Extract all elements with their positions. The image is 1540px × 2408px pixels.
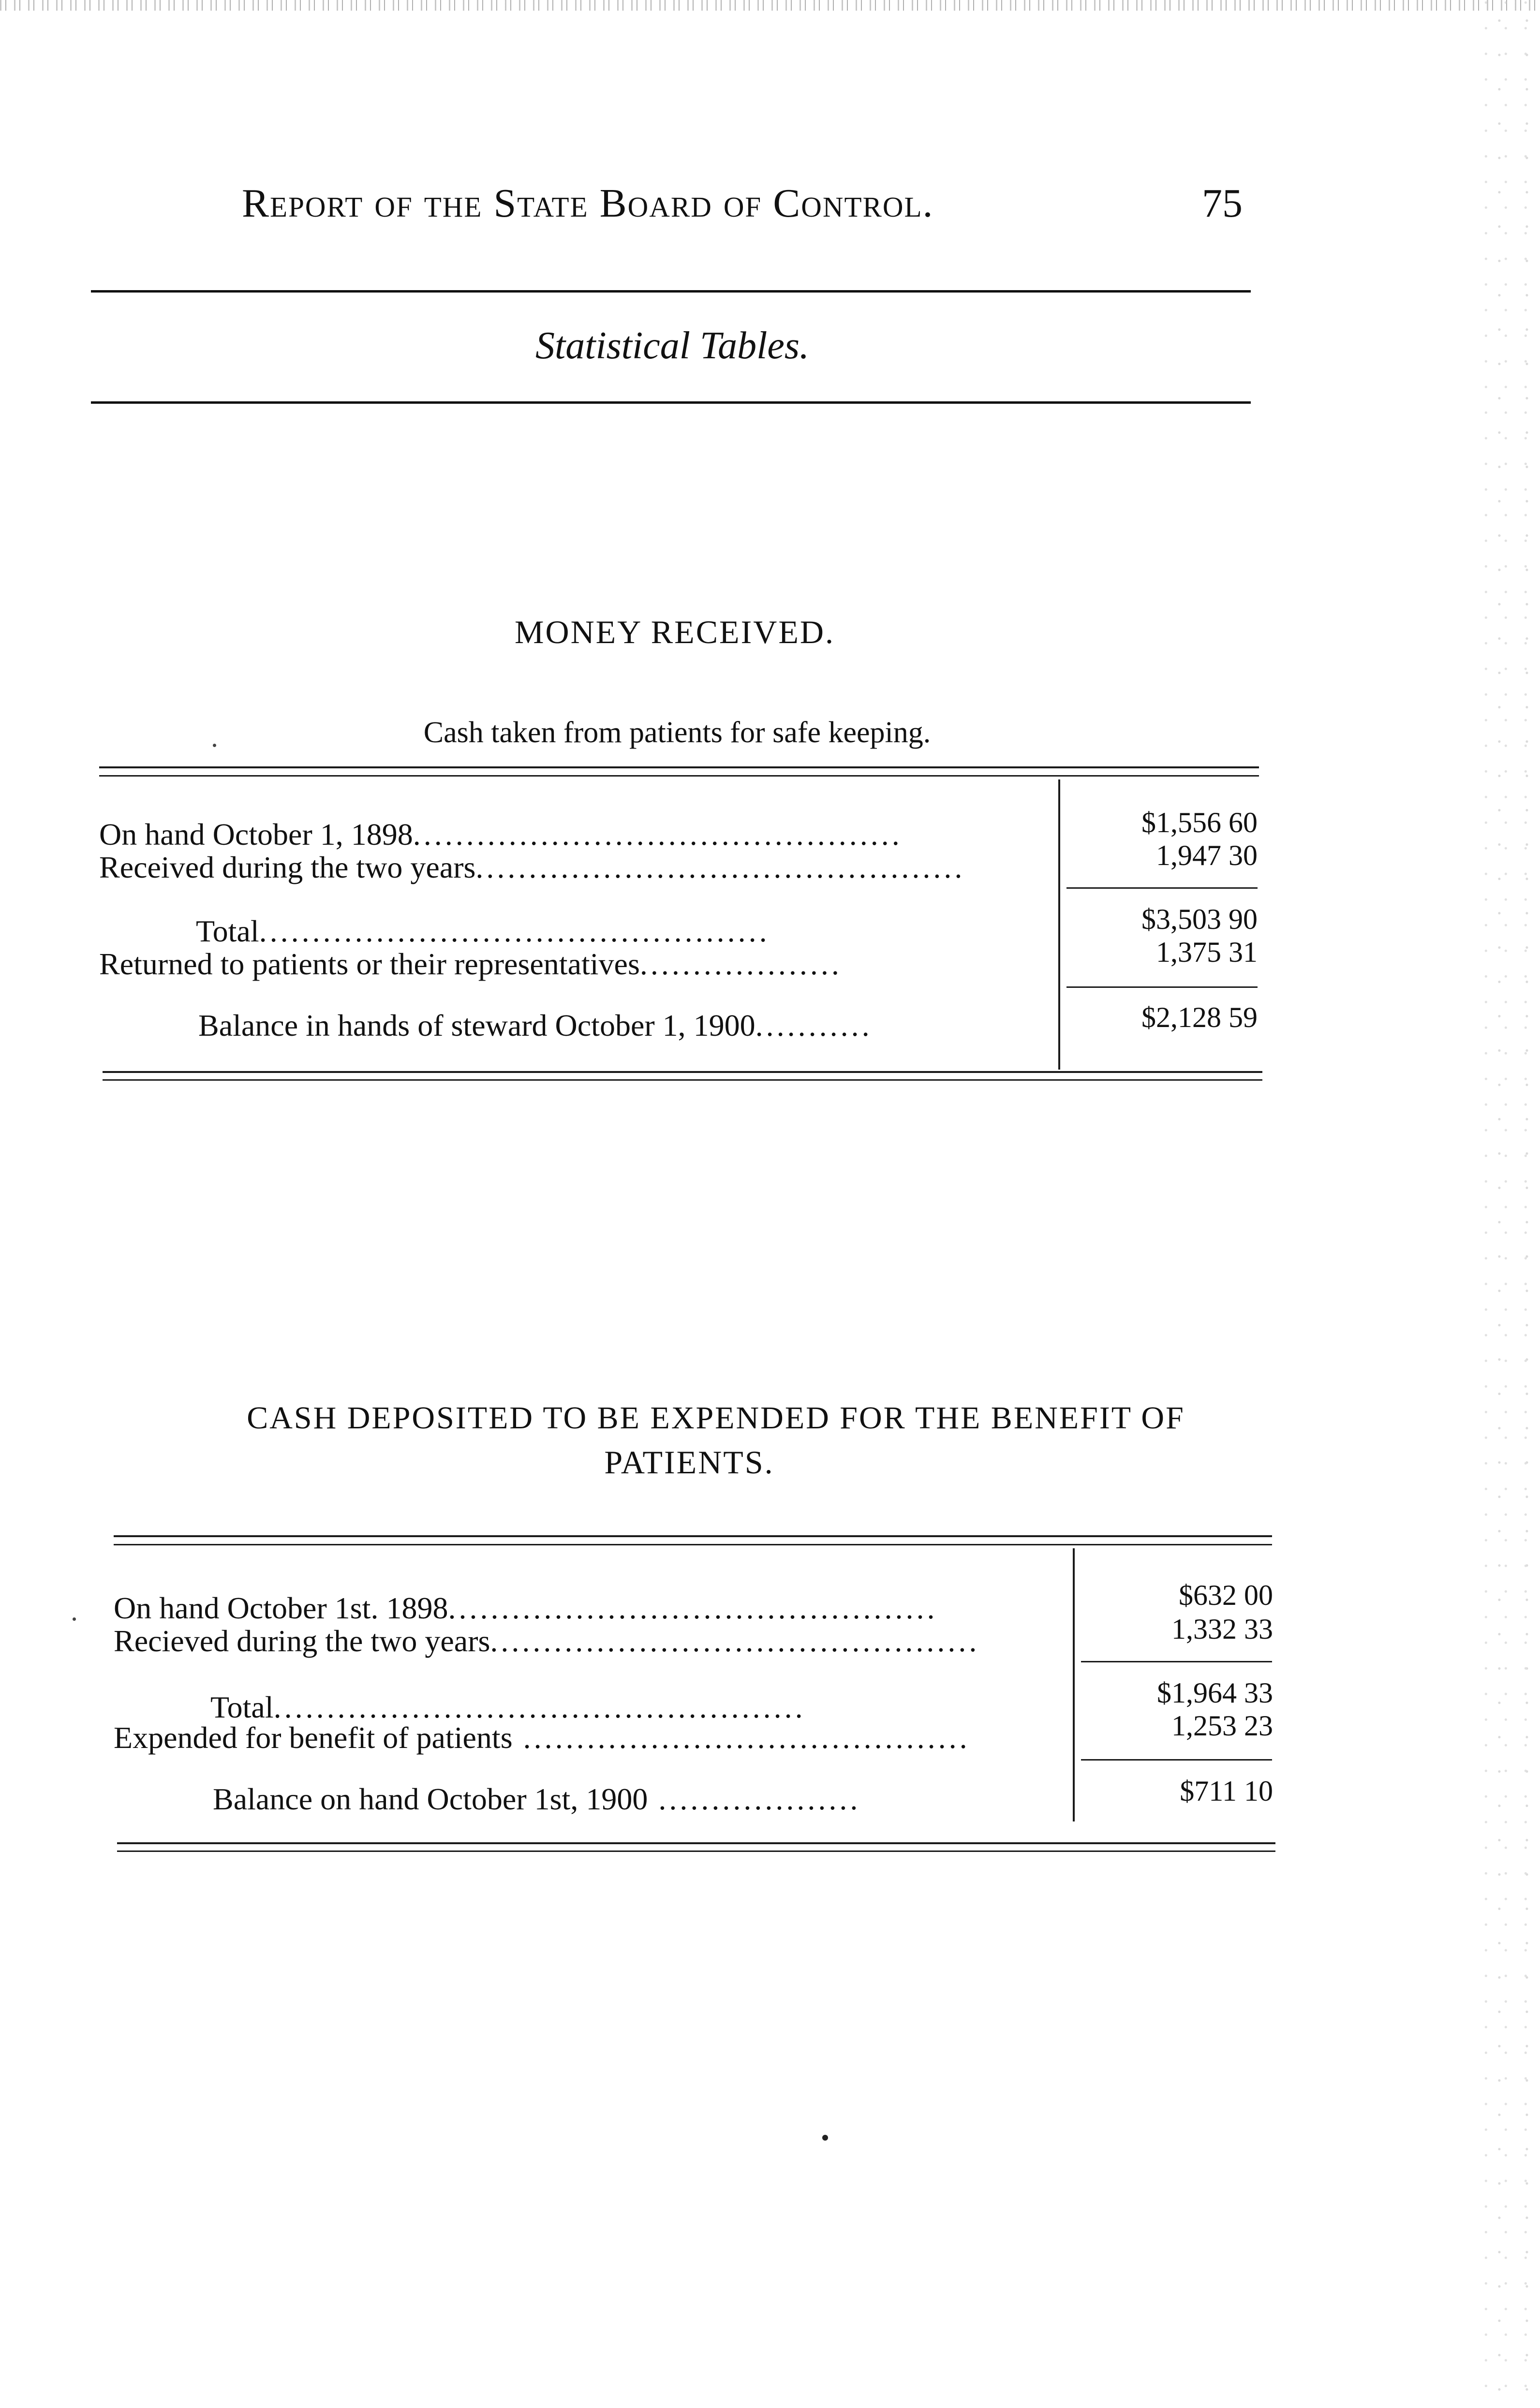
leader-dots: ................... xyxy=(648,1782,861,1816)
row-text: Balance in hands of steward October 1, 1900 xyxy=(198,1008,755,1042)
subtotal-rule xyxy=(1081,1661,1272,1662)
table1-bottom-rule-inner xyxy=(103,1079,1262,1081)
header-rule-bottom xyxy=(91,401,1251,404)
row-text: Total xyxy=(196,914,259,948)
leader-dots: ................... xyxy=(639,947,842,981)
table2-row-amount: $1,964 33 xyxy=(1157,1677,1273,1709)
subtotal-rule xyxy=(1066,887,1258,889)
table2-bottom-rule xyxy=(117,1842,1275,1844)
leader-dots: .............................................. xyxy=(413,817,903,852)
print-speck xyxy=(213,744,216,747)
subtotal-rule xyxy=(1066,986,1258,988)
page-number: 75 xyxy=(1202,181,1243,226)
row-text: On hand October 1, 1898 xyxy=(99,817,413,852)
table2-row-label xyxy=(114,1591,1066,1626)
leader-dots: .............................................. xyxy=(490,1624,980,1658)
table2-bottom-rule-inner xyxy=(117,1850,1275,1852)
money-received-title: MONEY RECEIVED. xyxy=(515,614,835,650)
table2-row-amount: $711 10 xyxy=(1180,1775,1273,1807)
row-text: Total xyxy=(210,1690,274,1724)
row-text: Expended for benefit of patients xyxy=(114,1720,513,1755)
table1-top-rule-inner xyxy=(99,775,1259,777)
table1-row-amount: $1,556 60 xyxy=(1141,807,1258,838)
leader-dots: .......................................... xyxy=(512,1720,970,1755)
subtotal-rule xyxy=(1081,1759,1272,1761)
leader-dots: .................................................. xyxy=(273,1690,806,1724)
row-text: Balance on hand October 1st, 1900 xyxy=(213,1782,648,1816)
table1-column-divider xyxy=(1058,779,1060,1070)
table2-row-label xyxy=(210,1690,1066,1725)
leader-dots: .............................................. xyxy=(475,850,965,884)
row-text: On hand October 1st. 1898 xyxy=(114,1591,448,1625)
table1-row-amount: $2,128 59 xyxy=(1141,1001,1258,1033)
cash-deposited-title-line-1: CASH DEPOSITED TO BE EXPENDED FOR THE BENEFIT OF xyxy=(247,1400,1185,1436)
table2-top-rule-inner xyxy=(114,1544,1272,1545)
page-top-edge xyxy=(0,0,1540,11)
table2-row-label xyxy=(114,1720,1066,1755)
table2-top-rule xyxy=(114,1535,1272,1537)
row-text: Returned to patients or their representatives xyxy=(99,947,640,981)
row-text: Received during the two years xyxy=(99,850,476,884)
leader-dots: ........... xyxy=(755,1008,873,1042)
leader-dots: .............................................. xyxy=(448,1591,938,1625)
table1-row-label xyxy=(198,1008,1052,1043)
table2-row-label xyxy=(114,1624,1066,1659)
table1-row-label xyxy=(99,850,1052,885)
table1-row-label xyxy=(99,947,1052,982)
table2-row-amount: $632 00 xyxy=(1179,1579,1273,1611)
running-header-title: Report of the State Board of Control. xyxy=(242,181,934,226)
page-subtitle: Statistical Tables. xyxy=(535,324,809,367)
cash-deposited-title-line-2: PATIENTS. xyxy=(604,1444,774,1481)
table2-row-amount: 1,332 33 xyxy=(1171,1613,1273,1645)
table1-top-rule xyxy=(99,766,1259,768)
table1-bottom-rule xyxy=(103,1071,1262,1073)
table1-row-amount: 1,947 30 xyxy=(1156,839,1258,871)
table1-row-amount: $3,503 90 xyxy=(1141,903,1258,935)
table2-row-amount: 1,253 23 xyxy=(1171,1710,1273,1742)
row-text: Recieved during the two years xyxy=(114,1624,490,1658)
header-rule-top xyxy=(91,290,1251,293)
page-right-edge xyxy=(1480,0,1540,2408)
table1-row-label xyxy=(99,817,1052,852)
money-received-caption: Cash taken from patients for safe keeping. xyxy=(423,716,931,749)
table1-row-amount: 1,375 31 xyxy=(1156,936,1258,968)
leader-dots: ................................................ xyxy=(259,914,770,948)
print-speck xyxy=(822,2135,828,2141)
table2-column-divider xyxy=(1073,1548,1075,1821)
table1-row-label xyxy=(196,914,1052,949)
table2-row-label xyxy=(213,1782,1066,1817)
print-speck xyxy=(73,1617,76,1621)
